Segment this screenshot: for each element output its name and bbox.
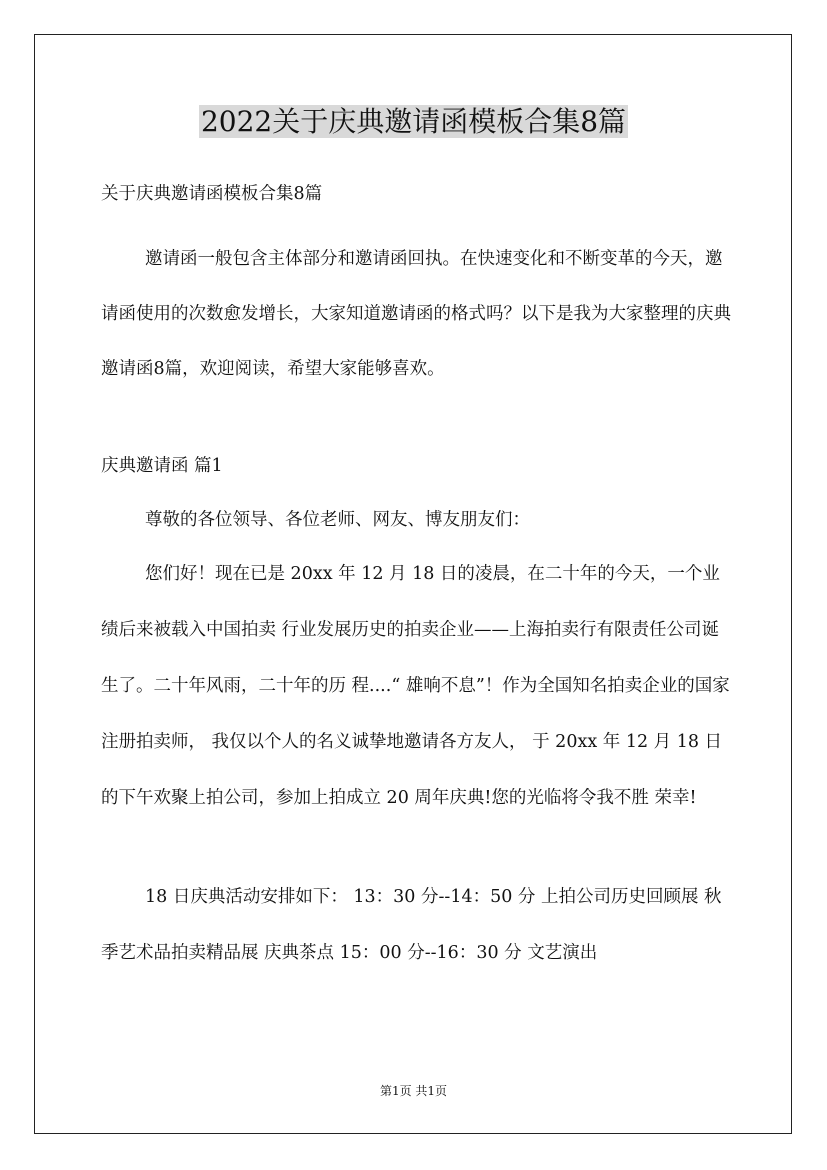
section-heading: 庆典邀请函 篇1 — [101, 456, 223, 476]
document-subtitle: 关于庆典邀请函模板合集8篇 — [101, 184, 323, 204]
invitation-body-paragraph: 您们好！现在已是 20xx 年 12 月 18 日的凌晨，在二十年的今天，一个业绩后来被载入中国拍卖 行业发展历史的拍卖企业——上海拍卖行有限责任公司诞生了。二十年风雨，二十年的历 程....“ 雄响不息”！作为全国知名拍卖企业的国家注册拍卖师， 我仅以个人的名义诚挚地邀请各方友人， 于 20xx 年 12 月 18 日的下午欢聚上拍公司，参加上拍成立 20 周年庆典!您的光临将令我不胜 荣幸! — [101, 564, 730, 808]
intro-paragraph: 邀请函一般包含主体部分和邀请函回执。在快速变化和不断变革的今天，邀请函使用的次数愈发增长，大家知道邀请函的格式吗？以下是我为大家整理的庆典邀请函8篇，欢迎阅读，希望大家能够喜欢。 — [101, 249, 731, 379]
document-title — [0, 100, 827, 144]
page-footer: 第1页 共1页 — [379, 1084, 448, 1098]
schedule-paragraph: 18 日庆典活动安排如下： 13：30 分--14：50 分 上拍公司历史回顾展 秋季艺术品拍卖精品展 庆典茶点 15：00 分--16：30 分 文艺演出 — [101, 887, 722, 963]
salutation-paragraph: 尊敬的各位领导、各位老师、网友、博友朋友们： — [145, 510, 530, 530]
document-title-text: 2022关于庆典邀请函模板合集8篇 — [200, 105, 627, 138]
